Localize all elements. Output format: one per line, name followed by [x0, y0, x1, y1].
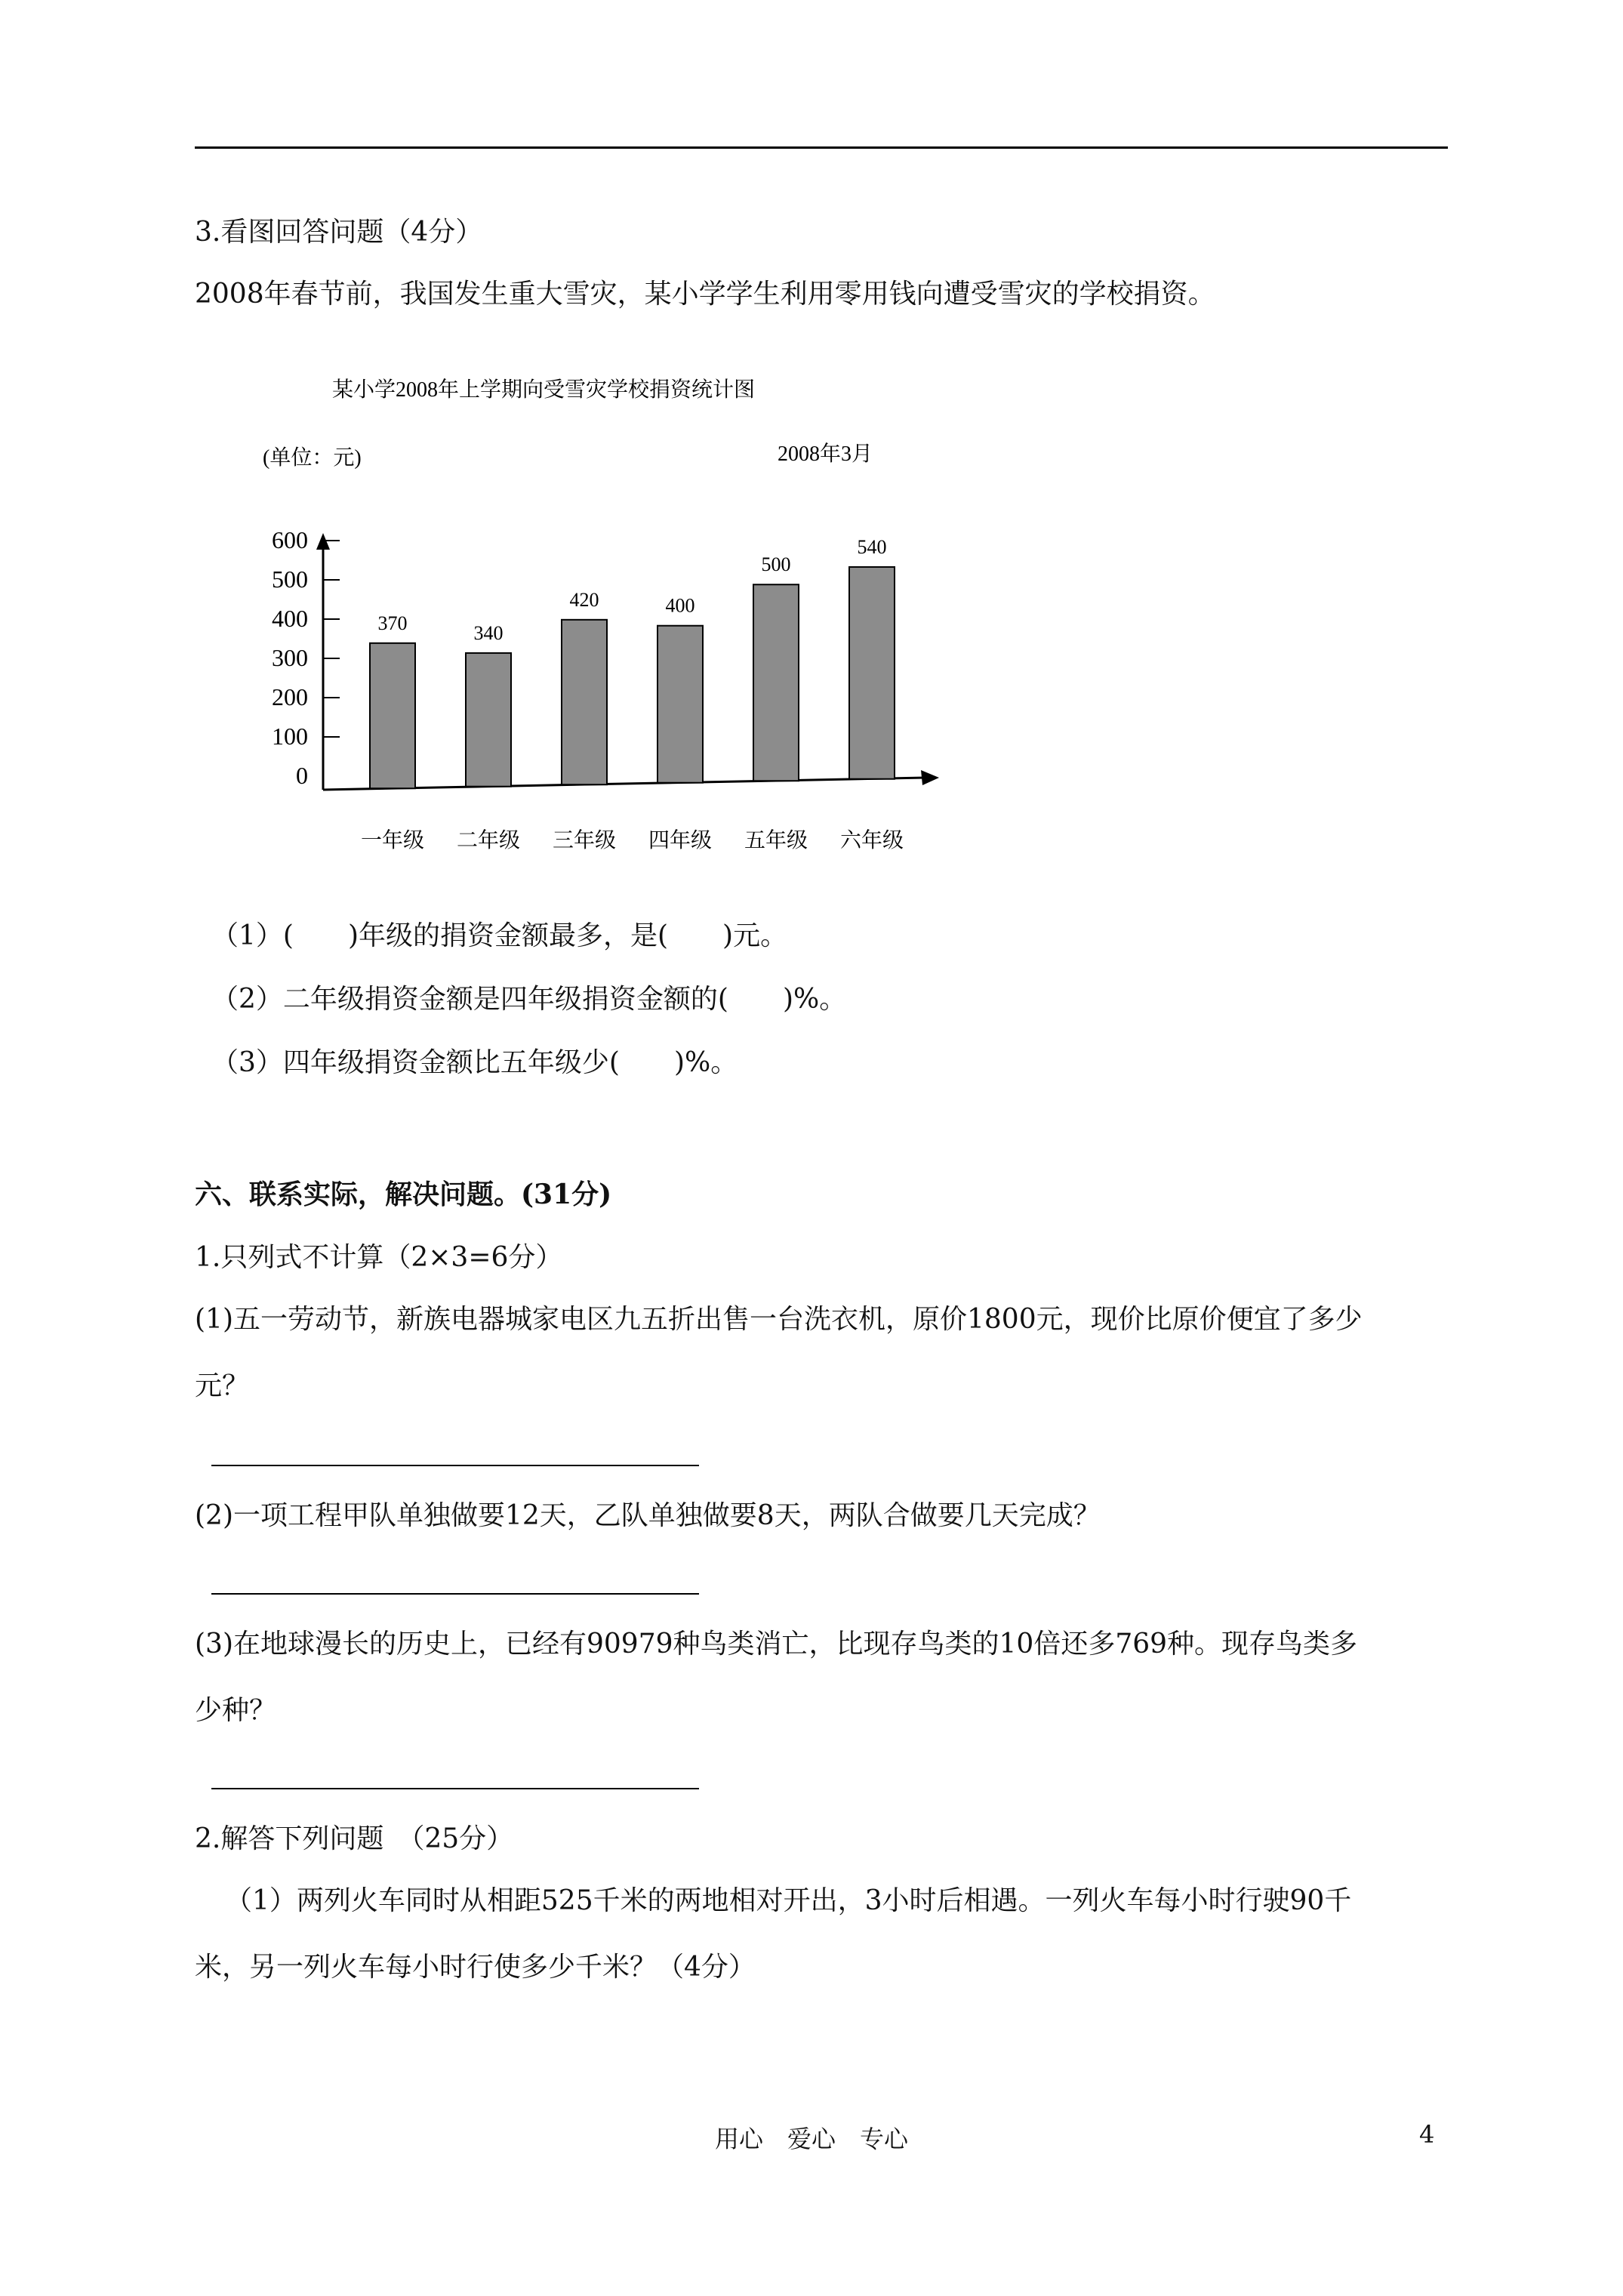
x-category-label: 四年级	[648, 829, 713, 852]
part2-q1-line1: （1）两列火车同时从相距525千米的两地相对开出，3小时后相遇。一列火车每小时行驶90千	[225, 1885, 1352, 1916]
page-number: 4	[1419, 2120, 1435, 2149]
y-tick-label: 400	[272, 605, 308, 632]
question3-intro: 2008年春节前，我国发生重大雪灾，某小学学生利用零用钱向遭受雪灾的学校捐资。	[195, 279, 1215, 310]
bar-value-label: 500	[761, 553, 791, 576]
bar	[562, 620, 607, 784]
y-tick-label: 500	[272, 566, 308, 593]
q3-sub2: （2）二年级捐资金额是四年级捐资金额的( )%。	[211, 984, 847, 1015]
bar-value-label: 340	[473, 621, 504, 644]
bar-value-label: 540	[857, 535, 887, 558]
part2-title: 2.解答下列问题 （25分）	[195, 1823, 514, 1854]
chart-bars	[370, 567, 895, 788]
bar	[753, 584, 799, 781]
x-category-label: 三年级	[552, 829, 617, 852]
bar-value-label: 370	[377, 612, 408, 634]
y-tick-label: 600	[272, 526, 308, 553]
chart-data-labels	[378, 536, 887, 644]
chart-date-label: 2008年3月	[778, 442, 873, 466]
bar-value-label: 400	[665, 594, 695, 617]
bar	[658, 626, 703, 783]
x-category-label: 一年级	[360, 829, 425, 852]
question3-title: 3.看图回答问题（4分）	[195, 217, 483, 248]
x-category-label: 二年级	[456, 829, 521, 852]
x-category-label: 六年级	[839, 829, 904, 852]
q3-sub3: （3）四年级捐资金额比五年级少( )%。	[211, 1047, 738, 1078]
problem1-line2: 元？	[195, 1370, 250, 1401]
part2-q1-line2: 米，另一列火车每小时行使多少千米？（4分）	[195, 1952, 756, 1983]
answer-line-1[interactable]	[211, 1465, 699, 1466]
problem2: (2)一项工程甲队单独做要12天，乙队单独做要8天，两队合做要几天完成？	[195, 1500, 1101, 1531]
answer-line-2[interactable]	[211, 1593, 699, 1595]
y-tick-label: 100	[272, 723, 308, 750]
chart-title: 某小学2008年上学期向受雪灾学校捐资统计图	[331, 378, 756, 402]
y-tick-label: 0	[296, 762, 308, 789]
chart-category-labels	[361, 828, 904, 852]
footer-motto: 用心 爱心 专心	[714, 2125, 908, 2153]
problem1-line1: (1)五一劳动节，新族电器城家电区九五折出售一台洗衣机，原价1800元，现价比原价便宜了多少	[195, 1304, 1363, 1335]
x-category-label: 五年级	[744, 829, 808, 852]
bar	[466, 653, 511, 787]
x-axis-arrow	[921, 770, 939, 785]
part1-title: 1.只列式不计算（2×3=6分）	[195, 1242, 563, 1273]
y-tick-label: 200	[272, 683, 308, 710]
answer-line-3[interactable]	[211, 1788, 699, 1789]
bar-value-label: 420	[569, 588, 599, 611]
section6-heading: 六、联系实际，解决问题。(31分)	[195, 1179, 612, 1210]
problem3-line2: 少种？	[195, 1695, 277, 1726]
chart-unit-label: (单位：元)	[263, 446, 362, 470]
y-tick-label: 300	[272, 644, 308, 671]
donation-bar-chart	[249, 362, 959, 876]
bar	[370, 643, 415, 788]
chart-y-ticks	[272, 526, 340, 789]
problem3-line1: (3)在地球漫长的历史上，已经有90979种鸟类消亡，比现存鸟类的10倍还多769种。现存鸟类多	[195, 1629, 1358, 1660]
q3-sub1: （1）( )年级的捐资金额最多，是( )元。	[211, 920, 788, 951]
header-rule	[195, 146, 1448, 149]
bar	[849, 567, 895, 779]
